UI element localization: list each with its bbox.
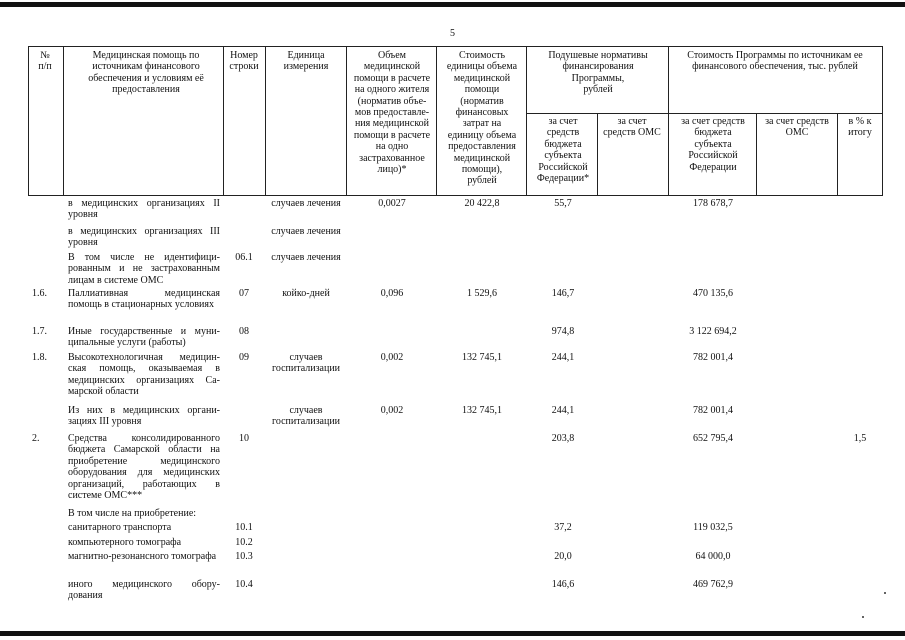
row-2-unit: случаев лечения bbox=[271, 252, 341, 263]
row-11-row: 10.3 bbox=[235, 551, 253, 562]
row-9-row: 10.1 bbox=[235, 522, 253, 533]
row-3-cost: 1 529,6 bbox=[467, 288, 497, 299]
row-8-name: В том числе на приобретение: bbox=[68, 508, 197, 519]
row-0-name: в медицинских организациях II уровня bbox=[68, 198, 220, 221]
header-col-line bbox=[346, 46, 347, 196]
row-5-pc-budget: 244,1 bbox=[551, 352, 575, 363]
row-7-name: Средства консолидированного бюджета Самарской области на приобретение медицинского оборудования для медицинских организаций, работающих в системе ОМС*** bbox=[68, 433, 220, 502]
row-3-name: Паллиативная медицинская помощь в стационарных условиях bbox=[68, 288, 220, 311]
page-number: 5 bbox=[450, 28, 455, 39]
header-source: Медицинская помощь по источникам финансового обеспечения и условиям её предоставления bbox=[88, 50, 204, 96]
row-6-pc-budget: 244,1 bbox=[551, 405, 575, 416]
row-3-volume: 0,096 bbox=[380, 288, 404, 299]
row-10-row: 10.2 bbox=[235, 537, 253, 548]
header-col-line bbox=[223, 46, 224, 196]
row-0-pc-budget: 55,7 bbox=[554, 198, 572, 209]
row-5-num: 1.8. bbox=[32, 352, 47, 363]
row-1-unit: случаев лечения bbox=[271, 226, 341, 237]
row-3-pc-budget: 146,7 bbox=[551, 288, 575, 299]
scan-speck bbox=[884, 592, 886, 594]
row-4-row: 08 bbox=[239, 326, 249, 337]
header-col-line bbox=[63, 46, 64, 196]
row-5-cost: 132 745,1 bbox=[462, 352, 502, 363]
row-1-name: в медицинских организациях III уровня bbox=[68, 226, 220, 249]
header-per-capita: Подушевые нормативы финансирования Программы, рублей bbox=[548, 50, 648, 96]
row-5-volume: 0,002 bbox=[380, 352, 404, 363]
row-3-unit: койко-дней bbox=[282, 288, 330, 299]
row-10-name: компьютерного томографа bbox=[68, 537, 182, 548]
row-12-pc-budget: 146,6 bbox=[551, 579, 575, 590]
header-col-line bbox=[436, 46, 437, 196]
row-4-pr-budget: 3 122 694,2 bbox=[689, 326, 737, 337]
header-col-line bbox=[28, 46, 29, 196]
row-0-cost: 20 422,8 bbox=[464, 198, 500, 209]
header-col-line bbox=[265, 46, 266, 196]
row-6-name: Из них в медицинских органи-зациях III уровня bbox=[68, 405, 220, 428]
row-6-pr-budget: 782 001,4 bbox=[693, 405, 733, 416]
row-7-row: 10 bbox=[239, 433, 249, 444]
row-0-unit: случаев лечения bbox=[271, 198, 341, 209]
header-program-cost: Стоимость Программы по источникам ее финансового обеспечения, тыс. рублей bbox=[687, 50, 863, 73]
header-row-number: Номер строки bbox=[229, 50, 259, 73]
header-per-capita-budget: за счет средств бюджета субъекта Российской Федерации* bbox=[536, 116, 590, 185]
header-program-pct: в % к итогу bbox=[848, 116, 872, 139]
scan-speck bbox=[862, 616, 864, 618]
header-bottom-rule bbox=[28, 195, 883, 196]
row-0-volume: 0,0027 bbox=[378, 198, 406, 209]
row-7-num: 2. bbox=[32, 433, 40, 444]
header-col-line bbox=[526, 46, 527, 196]
row-5-unit: случаев госпитализации bbox=[271, 352, 341, 375]
header-col-line bbox=[668, 46, 669, 196]
row-5-row: 09 bbox=[239, 352, 249, 363]
row-12-pr-budget: 469 762,9 bbox=[693, 579, 733, 590]
row-5-pr-budget: 782 001,4 bbox=[693, 352, 733, 363]
header-col-line bbox=[756, 113, 757, 196]
row-11-name: магнитно-резонансного томографа bbox=[68, 551, 217, 562]
header-program-oms: за счет средств ОМС bbox=[765, 116, 829, 139]
row-0-pr-budget: 178 678,7 bbox=[693, 198, 733, 209]
row-11-pr-budget: 64 000,0 bbox=[695, 551, 731, 562]
row-4-pc-budget: 974,8 bbox=[551, 326, 575, 337]
row-6-unit: случаев госпитализации bbox=[271, 405, 341, 428]
header-per-capita-oms: за счет средств ОМС bbox=[603, 116, 661, 139]
header-col-line bbox=[837, 113, 838, 196]
row-2-name: В том числе не идентифици-рованным и не застрахованным лицам в системе ОМС bbox=[68, 252, 220, 286]
header-volume: Объем медицинской помощи в расчете на одного жителя (норматив объе- мов предоставле- ния медицинской помощи в расчете на одно застрахованное лицо)* bbox=[353, 50, 431, 176]
header-col-line bbox=[597, 113, 598, 196]
header-sub-rule bbox=[526, 113, 883, 114]
bottom-border-bar bbox=[0, 631, 905, 636]
header-program-budget: за счет средств бюджета субъекта Российской Федерации bbox=[681, 116, 745, 173]
row-7-pc-budget: 203,8 bbox=[551, 433, 575, 444]
row-12-name: иного медицинского обору-дования bbox=[68, 579, 220, 602]
row-5-name: Высокотехнологичная медицин-ская помощь, оказываемая в медицинских организациях Са-марской области bbox=[68, 352, 220, 398]
row-2-row: 06.1 bbox=[235, 252, 253, 263]
row-7-pct: 1,5 bbox=[853, 433, 867, 444]
row-11-pc-budget: 20,0 bbox=[554, 551, 572, 562]
header-num: № п/п bbox=[38, 50, 52, 73]
row-3-row: 07 bbox=[239, 288, 249, 299]
row-7-pr-budget: 652 795,4 bbox=[693, 433, 733, 444]
row-3-num: 1.6. bbox=[32, 288, 47, 299]
row-9-pr-budget: 119 032,5 bbox=[693, 522, 733, 533]
row-9-pc-budget: 37,2 bbox=[554, 522, 572, 533]
row-12-row: 10.4 bbox=[235, 579, 253, 590]
header-col-line bbox=[882, 46, 883, 196]
row-3-pr-budget: 470 135,6 bbox=[693, 288, 733, 299]
header-cost: Стоимость единицы объема медицинской помощи (норматив финансовых затрат на единицу объема предоставления медицинской помощи), рублей bbox=[446, 50, 518, 187]
top-border-bar bbox=[0, 2, 905, 7]
header-top-rule bbox=[28, 46, 883, 47]
row-4-name: Иные государственные и муни-ципальные услуги (работы) bbox=[68, 326, 220, 349]
row-6-cost: 132 745,1 bbox=[462, 405, 502, 416]
row-6-volume: 0,002 bbox=[380, 405, 404, 416]
row-9-name: санитарного транспорта bbox=[68, 522, 172, 533]
header-unit: Единица измерения bbox=[283, 50, 329, 73]
row-4-num: 1.7. bbox=[32, 326, 47, 337]
